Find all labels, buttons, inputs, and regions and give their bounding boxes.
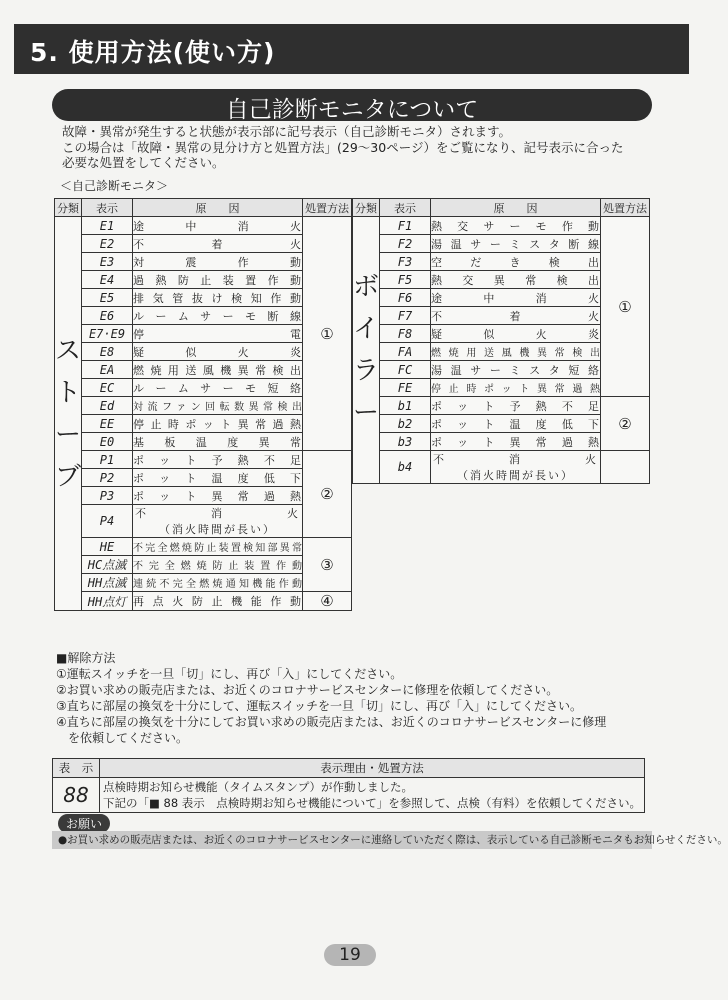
code-cell: E0: [82, 433, 133, 451]
reset-title: ■解除方法: [56, 651, 116, 665]
code-cell: E5: [82, 289, 133, 307]
header-cause: 原 因: [133, 199, 303, 217]
cause-cell: 燃焼用送風機異常検出: [431, 343, 601, 361]
cause-cell: 空だき検出: [431, 253, 601, 271]
code-cell: HH点滅: [82, 574, 133, 592]
code-cell: HC点滅: [82, 556, 133, 574]
action-cell: ④: [303, 592, 352, 611]
code-cell: F2: [380, 235, 431, 253]
reset-item: ①運転スイッチを一旦「切」にし、再び「入」にしてください。: [56, 667, 403, 681]
action-cell: ③: [303, 538, 352, 592]
cause-cell: 不着火: [431, 307, 601, 325]
code-cell: F5: [380, 271, 431, 289]
code-cell: b2: [380, 415, 431, 433]
table-row: [55, 451, 352, 469]
category-char: ブ: [55, 461, 82, 492]
category-cell: [55, 217, 82, 611]
code-cell: E1: [82, 217, 133, 235]
cause-text: 不消火: [135, 507, 300, 520]
header-cause: 原 因: [431, 199, 601, 217]
code-cell: Ed: [82, 397, 133, 415]
code-cell: E6: [82, 307, 133, 325]
cause-text: 不消火: [433, 453, 598, 466]
cause-cell: 疑似火炎: [431, 325, 601, 343]
header-action: 処置方法: [601, 199, 650, 217]
code-cell: P4: [82, 505, 133, 538]
cause-cell: 燃焼用送風機異常検出: [133, 361, 303, 379]
code-cell: E7·E9: [82, 325, 133, 343]
reset-item: を依頼してください。: [56, 731, 189, 745]
cause-cell: 停電: [133, 325, 303, 343]
reset-item: ②お買い求めの販売店または、お近くのコロナサービスセンターに修理を依頼してください。: [56, 683, 559, 697]
monitor-label: ＜自己診断モニタ＞: [60, 179, 169, 193]
code-cell: HE: [82, 538, 133, 556]
cause-cell: ポット予熱不足: [431, 397, 601, 415]
code-cell: b3: [380, 433, 431, 451]
reset-item: ③直ちに部屋の換気を十分にして、運転スイッチを一旦「切」にし、再び「入」にしてください。: [56, 699, 583, 713]
code-cell: F8: [380, 325, 431, 343]
code-cell: F6: [380, 289, 431, 307]
reset-item: ④直ちに部屋の換気を十分にしてお買い求めの販売店または、お近くのコロナサービスセンターに修理: [56, 715, 607, 729]
cause-cell: ルームサーモ断線: [133, 307, 303, 325]
reset-methods: [56, 650, 606, 746]
code-cell: FA: [380, 343, 431, 361]
header-display: 表示: [82, 199, 133, 217]
table-row: [353, 217, 650, 235]
code-cell: E4: [82, 271, 133, 289]
display-code: 88: [53, 778, 100, 813]
action-cell: ①: [601, 217, 650, 397]
cause-cell: [431, 451, 601, 484]
action-cell: [601, 451, 650, 484]
header-category: 分類: [353, 199, 380, 217]
cause-cell: 不完全燃焼防止装置作動: [133, 556, 303, 574]
code-cell: EC: [82, 379, 133, 397]
display-header: 表 示: [53, 759, 100, 778]
cause-cell: ポット異常過熱: [431, 433, 601, 451]
cause-subtext: （消火時間が長い）: [159, 523, 276, 536]
intro-text: [62, 124, 662, 171]
category-char: ー: [55, 419, 82, 450]
header-display: 表示: [380, 199, 431, 217]
code-cell: FE: [380, 379, 431, 397]
boiler-code-table: [352, 198, 650, 484]
cause-cell: [133, 505, 303, 538]
code-cell: E2: [82, 235, 133, 253]
table-row: [353, 397, 650, 415]
table-row: [55, 538, 352, 556]
display-reason-line: 下記の「■ 88 表示 点検時期お知らせ機能について」を参照して、点検（有料）を依頼してください。: [103, 796, 641, 810]
request-tag: お願い: [58, 814, 110, 833]
page-number: 19: [324, 944, 376, 966]
cause-cell: 熱交サーモ作動: [431, 217, 601, 235]
page-title: 5. 使用方法(使い方): [30, 38, 276, 67]
cause-cell: 停止時ポット異常過熱: [431, 379, 601, 397]
cause-cell: 熱交異常検出: [431, 271, 601, 289]
category-char: ー: [353, 398, 380, 428]
code-cell: FC: [380, 361, 431, 379]
code-cell: EA: [82, 361, 133, 379]
cause-cell: 基板温度異常: [133, 433, 303, 451]
cause-cell: 再点火防止機能作動: [133, 592, 303, 611]
cause-cell: 排気管抜け検知作動: [133, 289, 303, 307]
cause-cell: 対流ファン回転数異常検出: [133, 397, 303, 415]
cause-cell: ポット温度低下: [133, 469, 303, 487]
category-char: イ: [353, 314, 380, 344]
page-header: [14, 24, 689, 74]
cause-cell: 連続不完全燃焼通知機能作動: [133, 574, 303, 592]
cause-cell: 過熱防止装置作動: [133, 271, 303, 289]
section-title: 自己診断モニタについて: [225, 97, 479, 123]
cause-cell: 不完全燃焼防止装置検知部異常: [133, 538, 303, 556]
category-char: ス: [55, 335, 82, 366]
action-cell: ②: [601, 397, 650, 451]
cause-cell: 湯温サーミスタ断線: [431, 235, 601, 253]
request-note: ●お買い求めの販売店または、お近くのコロナサービスセンターに連絡していただく際は、表示している自己診断モニタもお知らせください。: [52, 831, 652, 849]
action-cell: ①: [303, 217, 352, 451]
code-cell: F7: [380, 307, 431, 325]
intro-line: 故障・異常が発生すると状態が表示部に記号表示（自己診断モニタ）されます。: [62, 124, 512, 139]
display-table: [52, 758, 645, 813]
code-cell: P1: [82, 451, 133, 469]
cause-cell: ポット予熱不足: [133, 451, 303, 469]
action-cell: ②: [303, 451, 352, 538]
table-row: [55, 217, 352, 235]
header-category: 分類: [55, 199, 82, 217]
cause-cell: ポット異常過熱: [133, 487, 303, 505]
cause-cell: 途中消火: [431, 289, 601, 307]
cause-cell: 途中消火: [133, 217, 303, 235]
code-cell: EE: [82, 415, 133, 433]
cause-subtext: （消火時間が長い）: [457, 469, 574, 482]
code-cell: F3: [380, 253, 431, 271]
display-reason-line: 点検時期お知らせ機能（タイムスタンプ）が作動しました。: [103, 780, 414, 794]
code-cell: E8: [82, 343, 133, 361]
intro-line: 必要な処置をしてください。: [62, 155, 225, 170]
category-char: ボ: [353, 272, 380, 302]
stove-code-table: [54, 198, 352, 611]
intro-line: この場合は「故障・異常の見分け方と処置方法」(29～30ページ）をご覧になり、記号表示に合った: [62, 139, 624, 155]
reason-header: 表示理由・処置方法: [100, 759, 645, 778]
section-banner: [52, 89, 652, 121]
code-cell: E3: [82, 253, 133, 271]
cause-cell: ルームサーモ短絡: [133, 379, 303, 397]
cause-cell: 対震作動: [133, 253, 303, 271]
cause-cell: 不着火: [133, 235, 303, 253]
cause-cell: 湯温サーミスタ短絡: [431, 361, 601, 379]
table-row: [55, 592, 352, 611]
cause-cell: 疑似火炎: [133, 343, 303, 361]
category-char: ラ: [353, 356, 380, 386]
code-cell: F1: [380, 217, 431, 235]
code-cell: HH点灯: [82, 592, 133, 611]
display-reason: [100, 778, 645, 813]
code-cell: P3: [82, 487, 133, 505]
table-row: [353, 451, 650, 484]
code-cell: b4: [380, 451, 431, 484]
code-cell: P2: [82, 469, 133, 487]
category-cell: [353, 217, 380, 484]
cause-cell: 停止時ポット異常過熱: [133, 415, 303, 433]
header-action: 処置方法: [303, 199, 352, 217]
category-char: ト: [55, 377, 82, 408]
cause-cell: ポット温度低下: [431, 415, 601, 433]
code-cell: b1: [380, 397, 431, 415]
